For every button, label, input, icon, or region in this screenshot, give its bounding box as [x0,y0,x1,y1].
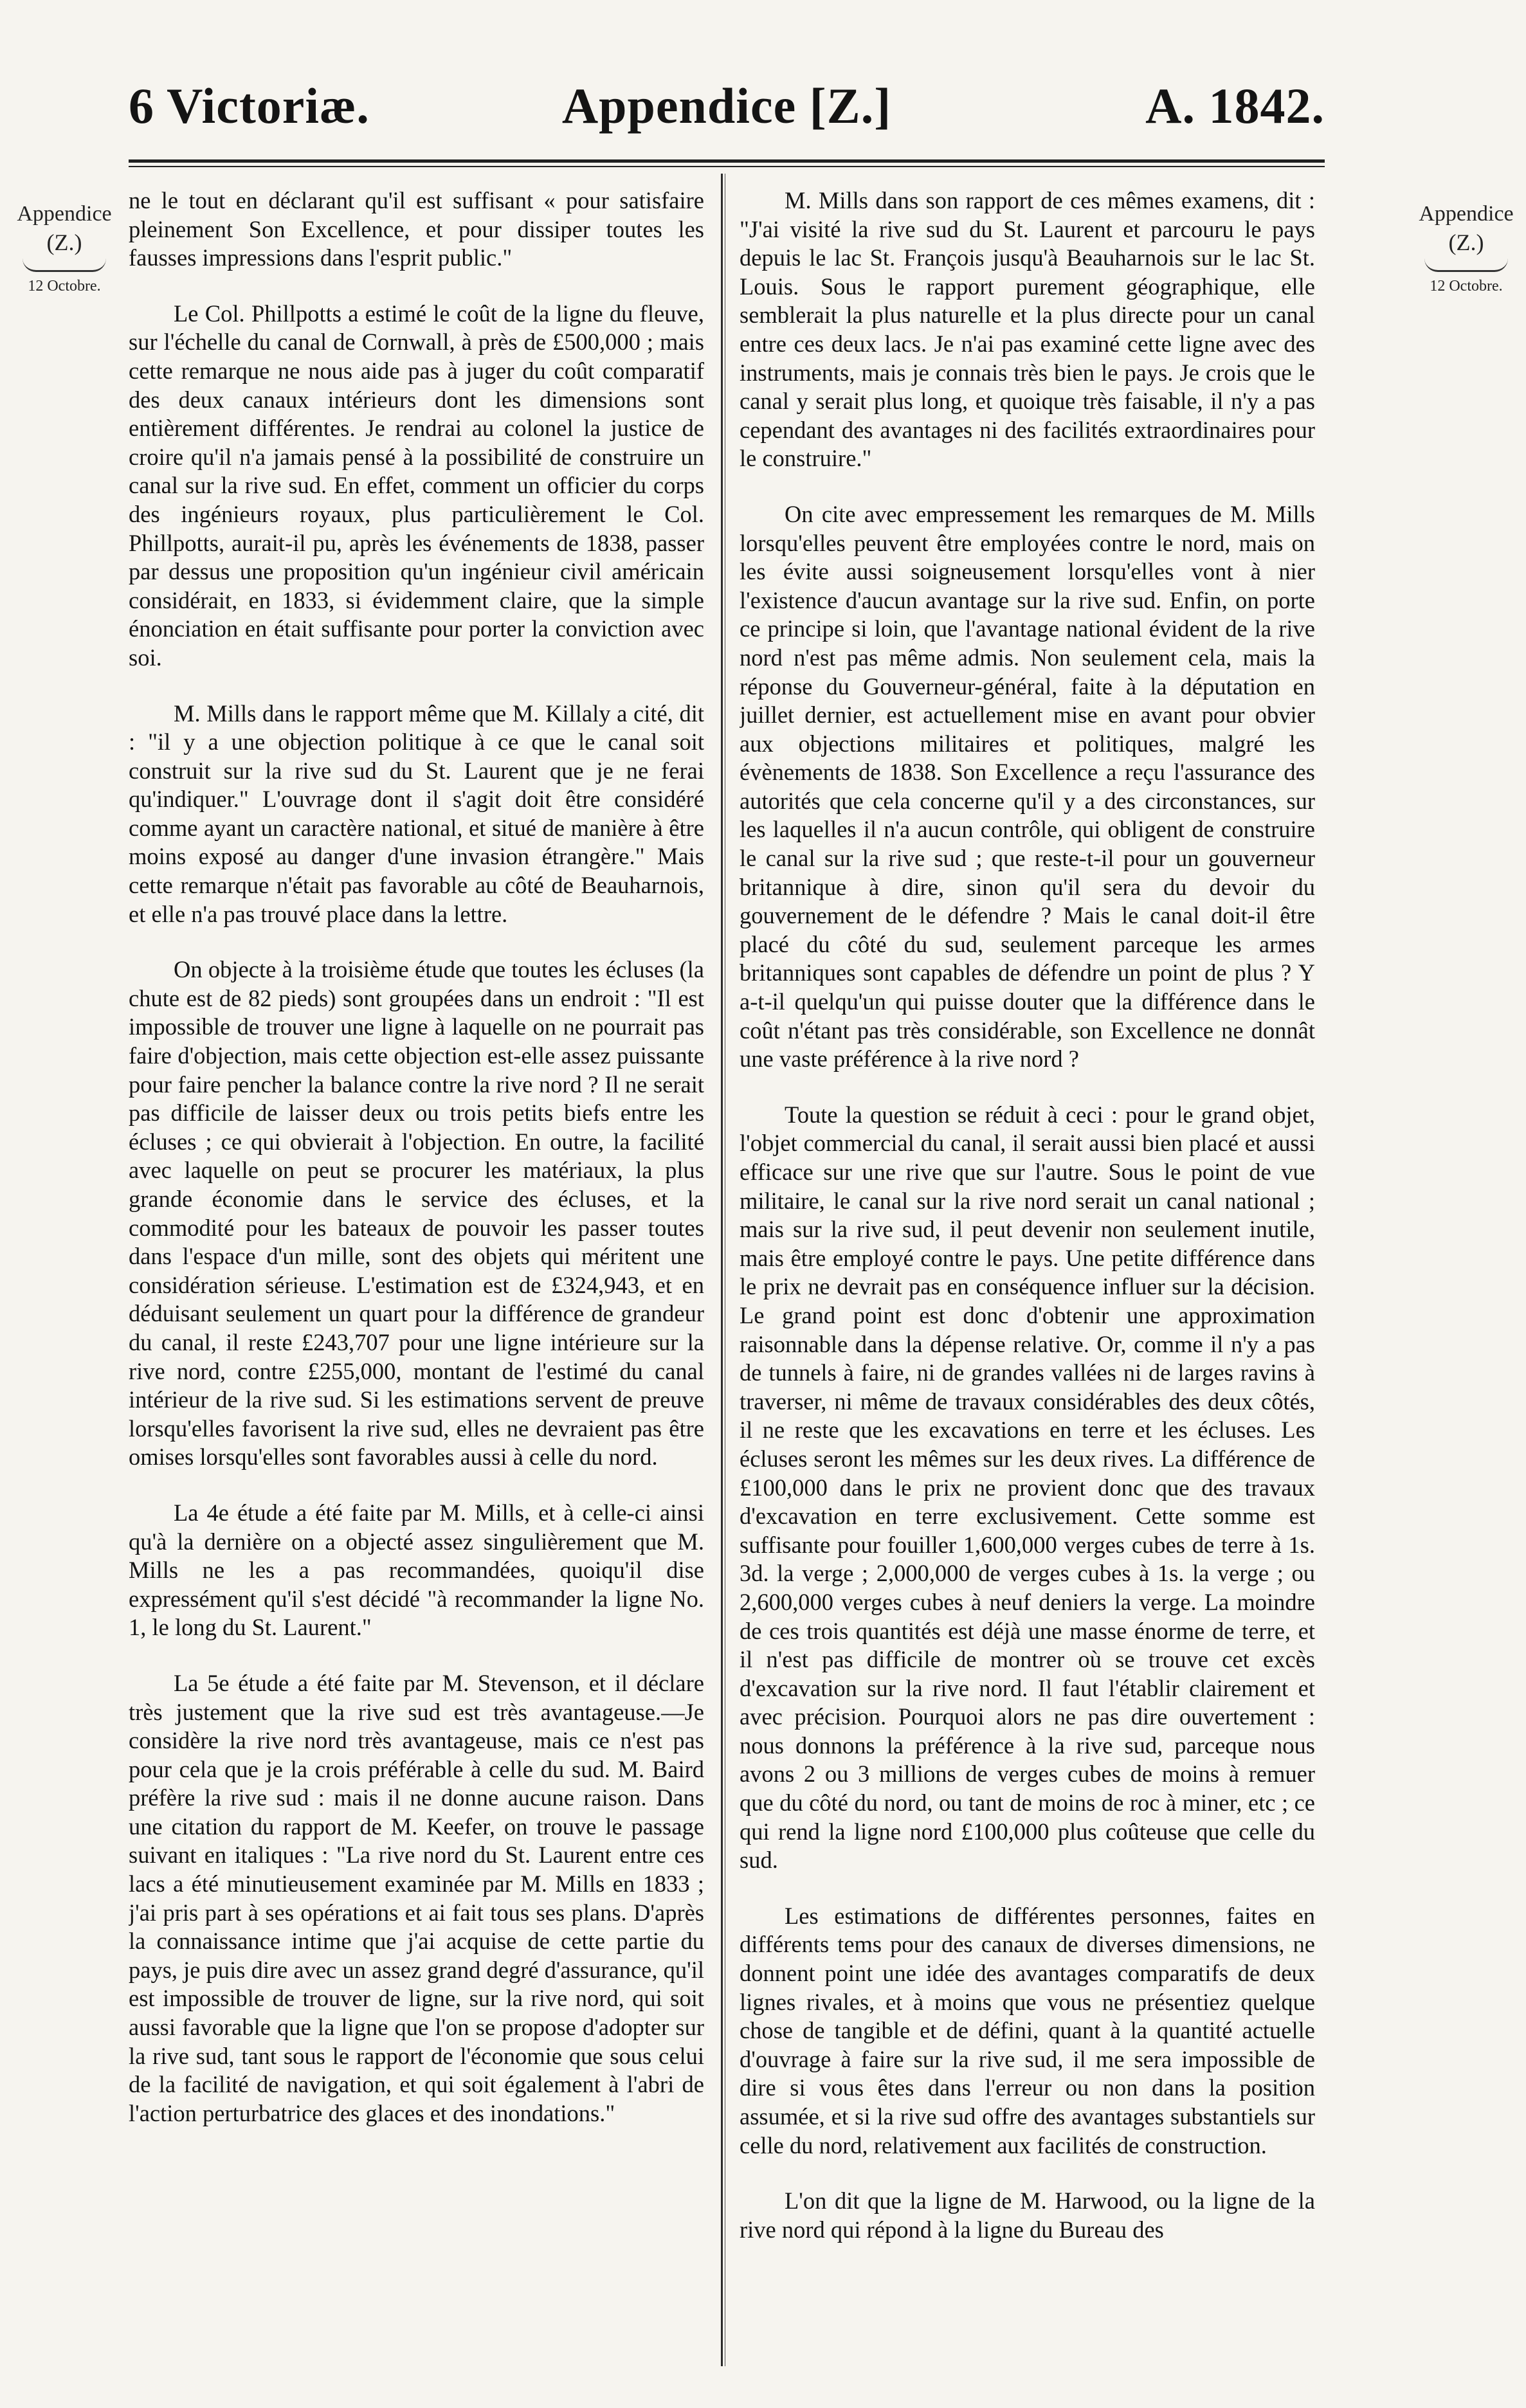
paragraph: Le Col. Phillpotts a estimé le coût de la ligne du fleuve, sur l'échelle du canal de Cornwall, à près de £500,000 ; mais cette remarque ne nous aide pas à juger du coût comparatif des deux canaux intérieurs dont les dimensions sont entièrement différentes. Je rendrai au colonel la justice de croire qu'il n'a jamais pensé à la possibilité de construire un canal sur la rive sud. En effet, comment un officier du corps des ingénieurs royaux, plus particulièrement le Col. Phillpotts, aurait-il pu, après les événements de 1838, passer par dessus une proposition qu'un ingénieur civil américain considérait, en 1833, si évidemment claire, que la simple énonciation en était suffisante pour porter la conviction avec soi. [129,300,704,671]
margin-note-left [13,201,116,299]
paragraph: On cite avec empressement les remarques de M. Mills lorsqu'elles peuvent être employées contre le nord, mais on les évite aussi soigneusement lorsqu'elles vont à nier l'existence d'aucun avantage sur la rive sud. Enfin, on porte ce principe si loin, que l'avantage national évident de la rive nord n'est pas même admis. Non seulement cela, mais la réponse du Gouverneur-général, faite à la députation en juillet dernier, est actuellement mise en avant pour obvier aux objections militaires et politiques, malgré les évènements de 1838. Son Excellence a reçu l'assurance des autorités que cela concerne qu'il y a des circonstances, sur les laquelles il n'a aucun contrôle, qui obligent de construire le canal sur la rive sud ; que reste-t-il pour un gouverneur britannique à dire, sinon qu'il sera du devoir du gouvernement de le défendre ? Mais le canal doit-il être placé du côté du sud, seulement parceque les armes britanniques sont capables de défendre un point de plus ? Y a-t-il quelqu'un qui puisse douter que la différence dans le coût n'étant pas très considérable, son Excellence ne donnât une vaste préférence à la rive nord ? [740,500,1315,1073]
column-divider [721,174,723,2366]
margin-note-label: Appendice [1419,202,1514,226]
header-regnal-year: 6 Victoriæ. [129,78,370,134]
paragraph: L'on dit que la ligne de M. Harwood, ou la ligne de la rive nord qui répond à la ligne du Bureau des [740,2187,1315,2243]
margin-note-right [1415,201,1518,299]
paragraph: Toute la question se réduit à ceci : pour le grand objet, l'objet commercial du canal, il serait aussi bien placé et aussi efficace sur une rive que sur l'autre. Sous le point de vue militaire, le canal sur la rive nord serait un canal national ; mais sur la rive sud, il peut devenir non seulement inutile, mais être employé contre le pays. Une petite différence dans le prix ne devrait pas en conséquence influer sur la décision. Le grand point est donc d'obtenir une approximation raisonnable dans la dépense relative. Or, comme il n'y a pas de tunnels à faire, ni de grandes vallées ni de larges ravins à traverser, ni même de travaux considérables des deux côtés, il ne reste que les excavations en terre et les écluses. Les écluses seront les mêmes sur les deux rives. La différence de £100,000 dans le prix ne provient donc que des travaux d'excavation en terre exclusivement. Cette somme est suffisante pour fouiller 1,600,000 verges cubes de terre à 1s. 3d. la verge ; 2,000,000 de verges cubes à 1s. la verge ; ou 2,600,000 verges cubes à neuf deniers la verge. La moindre de ces trois quantités est déjà une masse énorme de terre, et il n'est pas difficile de montrer où se trouve cet excès d'excavation sur la rive nord. Il faut l'établir clairement et avec précision. Pourquoi alors ne pas dire ouvertement : nous donnons la préférence à la rive sud, parceque nous avons 2 ou 3 millions de verges cubes de moins à remuer que du côté du nord, ou tant de moins de roc à miner, etc ; ce qui rend la ligne nord £100,000 plus coûteuse que celle du sud. [740,1101,1315,1874]
paragraph: On objecte à la troisième étude que toutes les écluses (la chute est de 82 pieds) sont groupées dans un endroit : "Il est impossible de trouver une ligne à laquelle on ne pourrait pas faire d'objection, mais cette objection est-elle assez puissante pour faire pencher la balance contre la rive nord ? Il ne serait pas difficile de laisser deux ou trois petits biefs entre les écluses ; ce qui obvierait à l'objection. En outre, la facilité avec laquelle on peut se procurer les matériaux, la plus grande économie dans le service des écluses, et la commodité pour les bateaux de pouvoir les passer toutes dans l'espace d'un mille, sont des objets qui méritent une considération sérieuse. L'estimation est de £324,943, et en déduisant seulement un quart pour la différence de grandeur du canal, il reste £243,707 pour une ligne intérieure sur la rive nord, contre £255,000, montant de l'estimé du canal intérieur de la rive sud. Si les estimations servent de preuve lorsqu'elles favorisent la rive sud, elles ne devraient pas être omises lorsqu'elles sont favorables aussi à celle du nord. [129,956,704,1471]
right-column [740,186,1315,2360]
page-header [129,71,1325,148]
margin-note-date: 12 Octobre. [28,278,101,294]
margin-note-label: Appendice [17,202,112,226]
paragraph: M. Mills dans le rapport même que M. Killaly a cité, dit : "il y a une objection politique à ce que le canal soit construit sur la rive sud du St. Laurent que je ne ferai qu'indiquer." L'ouvrage dont il s'agit doit être considéré comme ayant un caractère national, et situé de manière à être moins exposé au danger d'une invasion étrangère." Mais cette remarque n'était pas favorable au côté de Beauharnois, et elle n'a pas trouvé place dans la lettre. [129,700,704,927]
left-column [129,186,704,2360]
header-appendix-title: Appendice [Z.] [561,78,892,134]
header-rule-thin [129,166,1325,167]
margin-note-date: 12 Octobre. [1430,278,1503,294]
paragraph: Les estimations de différentes personnes, faites en différents tems pour des canaux de diverses dimensions, ne donnent point une idée des avantages comparatifs de deux lignes rivales, et à moins que vous ne présentiez quelque chose de tangible et de défini, quant à la quantité actuelle d'ouvrage à faire sur la rive sud, il me sera impossible de dire si vous êtes dans l'erreur ou non dans la position assumée, et si la rive sud offre des avantages substantiels sur celle du nord, relativement aux facilités de construction. [740,1902,1315,2159]
paragraph: M. Mills dans son rapport de ces mêmes examens, dit : "J'ai visité la rive sud du St. Laurent et parcouru le pays depuis le lac St. François jusqu'à Beauharnois sur le lac St. Louis. Sous le rapport purement géographique, elle semblerait la plus naturelle et la plus directe pour un canal entre ces deux lacs. Je n'ai pas examiné cette ligne avec des instruments, mais je connais très bien le pays. Je crois que le canal y serait plus long, et quoique très faisable, il n'y a pas cependant des avantages ni des facilités extraordinaires pour le construire." [740,187,1315,472]
paragraph: La 5e étude a été faite par M. Stevenson, et il déclare très justement que la rive sud est très avantageuse.—Je considère la rive nord très avantageuse, mais ce n'est pas pour cela que je la crois préférable à celle du sud. M. Baird préfère la rive sud : mais il ne donne aucune raison. Dans une citation du rapport de M. Keefer, on trouve le passage suivant en italiques : "La rive nord du St. Laurent entre ces lacs a été minutieusement examinée par M. Mills en 1833 ; j'ai pris part à ses opérations et ai fait tous ses plans. D'après la connaissance intime que j'ai acquise de cette partie du pays, je puis dire avec un assez grand degré d'assurance, qu'il est impossible de trouver de ligne, sur la rive nord, qui soit aussi favorable que la ligne que l'on se propose d'adopter sur la rive sud, tant sous le rapport de l'économie que sous celui de la facilité de navigation, et qui soit également à l'abri de l'action perturbatrice des glaces et des inondations." [129,1669,704,2126]
margin-brace [23,258,106,272]
header-rule-thick [129,159,1325,163]
header-year: A. 1842. [1145,78,1325,134]
margin-brace [1424,258,1508,272]
margin-note-section: (Z.) [46,230,82,255]
paragraph: La 4e étude a été faite par M. Mills, et à celle-ci ainsi qu'à la dernière on a objecté assez singulièrement que M. Mills ne les a pas recommandées, quoiqu'il dise expressément qu'il s'est décidé "à recommander la ligne No. 1, le long du St. Laurent." [129,1499,704,1641]
paragraph: ne le tout en déclarant qu'il est suffisant « pour satisfaire pleinement Son Excellence, et pour dissiper toutes les fausses impressions dans l'esprit public." [129,187,704,271]
margin-note-section: (Z.) [1448,230,1484,255]
